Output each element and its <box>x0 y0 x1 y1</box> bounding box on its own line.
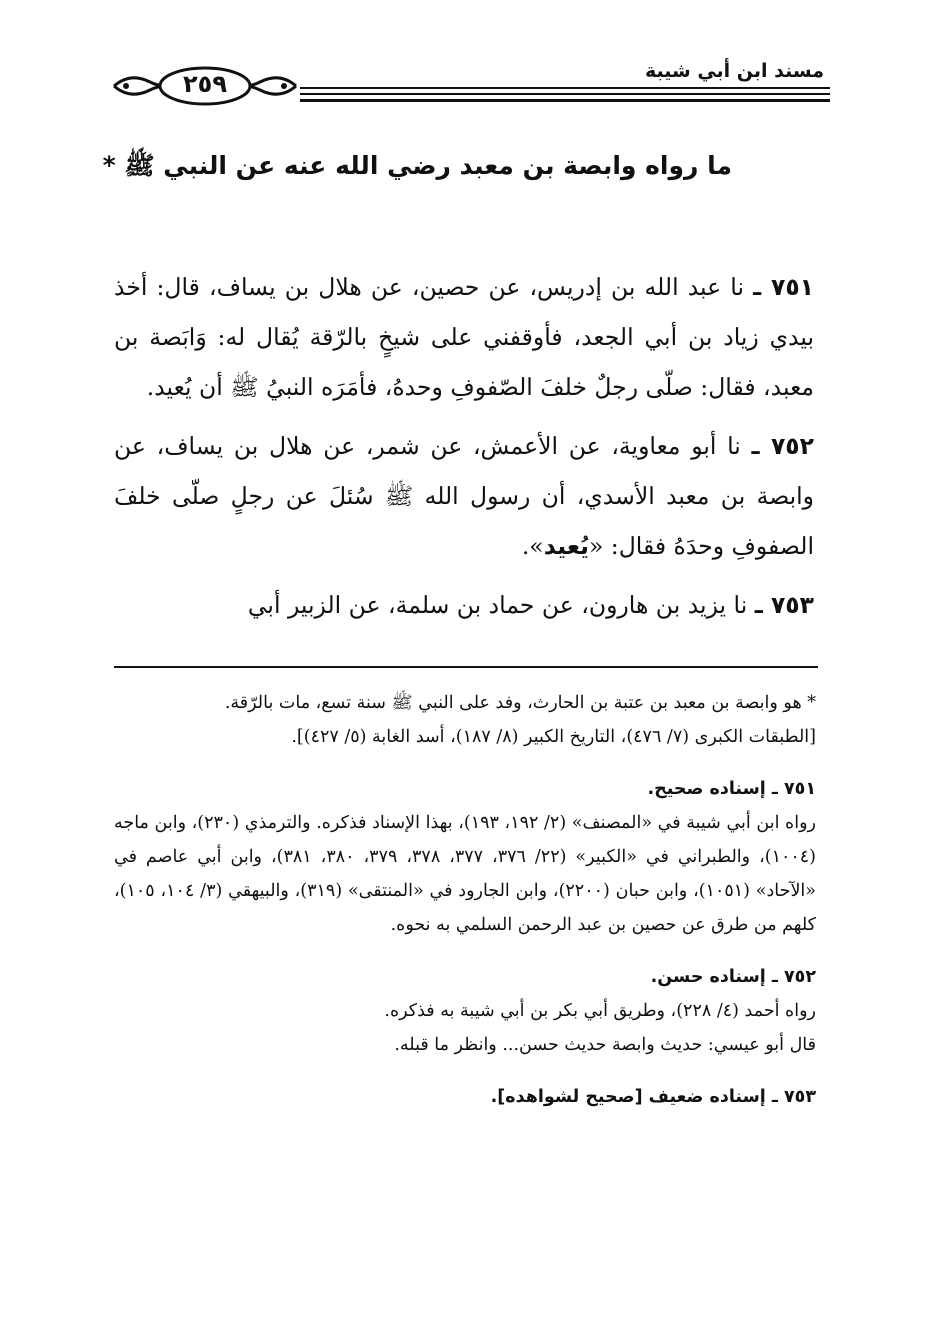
hadith-number: ٧٥١ ـ <box>753 273 815 301</box>
note-751-heading: ٧٥١ ـ إسناده صحيح. <box>647 779 816 799</box>
note-752-heading: ٧٥٢ ـ إسناده حسن. <box>650 967 816 987</box>
hadith-751 <box>114 262 814 412</box>
hadith-text-tail: ». <box>521 532 544 560</box>
note-751-body: رواه ابن أبي شيبة في «المصنف» (٢/ ١٩٢، ١٩٣)، بهذا الإسناد فذكره. والترمذي (٢٣٠)، وابن ماجه (١٠٠٤)، والطبراني في «الكبير» (٢٢/ ٣٧٦، ٣٧٧، ٣٧٨، ٣٧٩، ٣٨٠، ٣٨١)، وابن أبي عاصم في «الآحاد» (١٠٥١)، وابن حبان (٢٢٠٠)، وابن الجارود في «المنتقى» (٣١٩)، والبيهقي (٣/ ١٠٤، ١٠٥)، كلهم من طرق عن حصين بن عبد الرحمن السلمي به نحوه. <box>114 813 816 935</box>
hadith-number: ٧٥٣ ـ <box>754 591 814 619</box>
note-752-line: قال أبو عيسي: حديث وابصة حديث حسن... وانظر ما قبله. <box>394 1035 816 1055</box>
note-753-heading: ٧٥٣ ـ إسناده ضعيف [صحيح لشواهده]. <box>490 1087 816 1107</box>
hadith-text: نا أبو معاوية، عن الأعمش، عن شمر، عن هلال بن يساف، عن وابصة بن معبد الأسدي، أن رسول الله ﷺ سُئلَ عن رجلٍ صلّى خلفَ الصفوفِ وحدَهُ فقال: « <box>114 432 814 560</box>
companion-references: [الطبقات الكبرى (٧/ ٤٧٦)، التاريخ الكبير (٨/ ١٨٧)، أسد الغابة (٥/ ٤٢٧)]. <box>291 727 816 747</box>
note-752-line: رواه أحمد (٤/ ٢٢٨)، وطريق أبي بكر بن أبي شيبة به فذكره. <box>384 1001 816 1021</box>
hadith-number: ٧٥٢ ـ <box>751 432 814 460</box>
companion-note: * هو وابصة بن معبد بن عتبة بن الحارث، وفد على النبي ﷺ سنة تسع، مات بالرّقة. <box>224 693 816 713</box>
header-rule <box>300 99 830 102</box>
hadith-753 <box>114 580 814 630</box>
hadith-emphasis: يُعيد <box>543 532 589 560</box>
book-title: مسند ابن أبي شيبة <box>644 60 824 82</box>
hadith-text: نا يزيد بن هارون، عن حماد بن سلمة، عن الزبير أبي <box>247 591 748 619</box>
header-rule <box>300 87 830 89</box>
chapter-heading: ما رواه وابصة بن معبد رضي الله عنه عن النبي ﷺ * <box>102 151 732 180</box>
header-rule <box>300 93 830 95</box>
main-text <box>114 262 814 639</box>
footnote-separator <box>114 666 818 668</box>
page-number: ٢٥٩ <box>183 70 227 98</box>
hadith-752 <box>114 421 814 571</box>
hadith-text: نا عبد الله بن إدريس، عن حصين، عن هلال بن يساف، قال: أخذ بيدي زياد بن أبي الجعد، فأوقفني على شيخٍ بالرّقة يُقال له: وَابَصة بن معبد، فقال: صلّى رجلٌ خلفَ الصّفوفِ وحدهُ، فأمَرَه النبيُ ﷺ أن يُعيد. <box>114 273 814 401</box>
footnotes <box>114 686 816 1114</box>
